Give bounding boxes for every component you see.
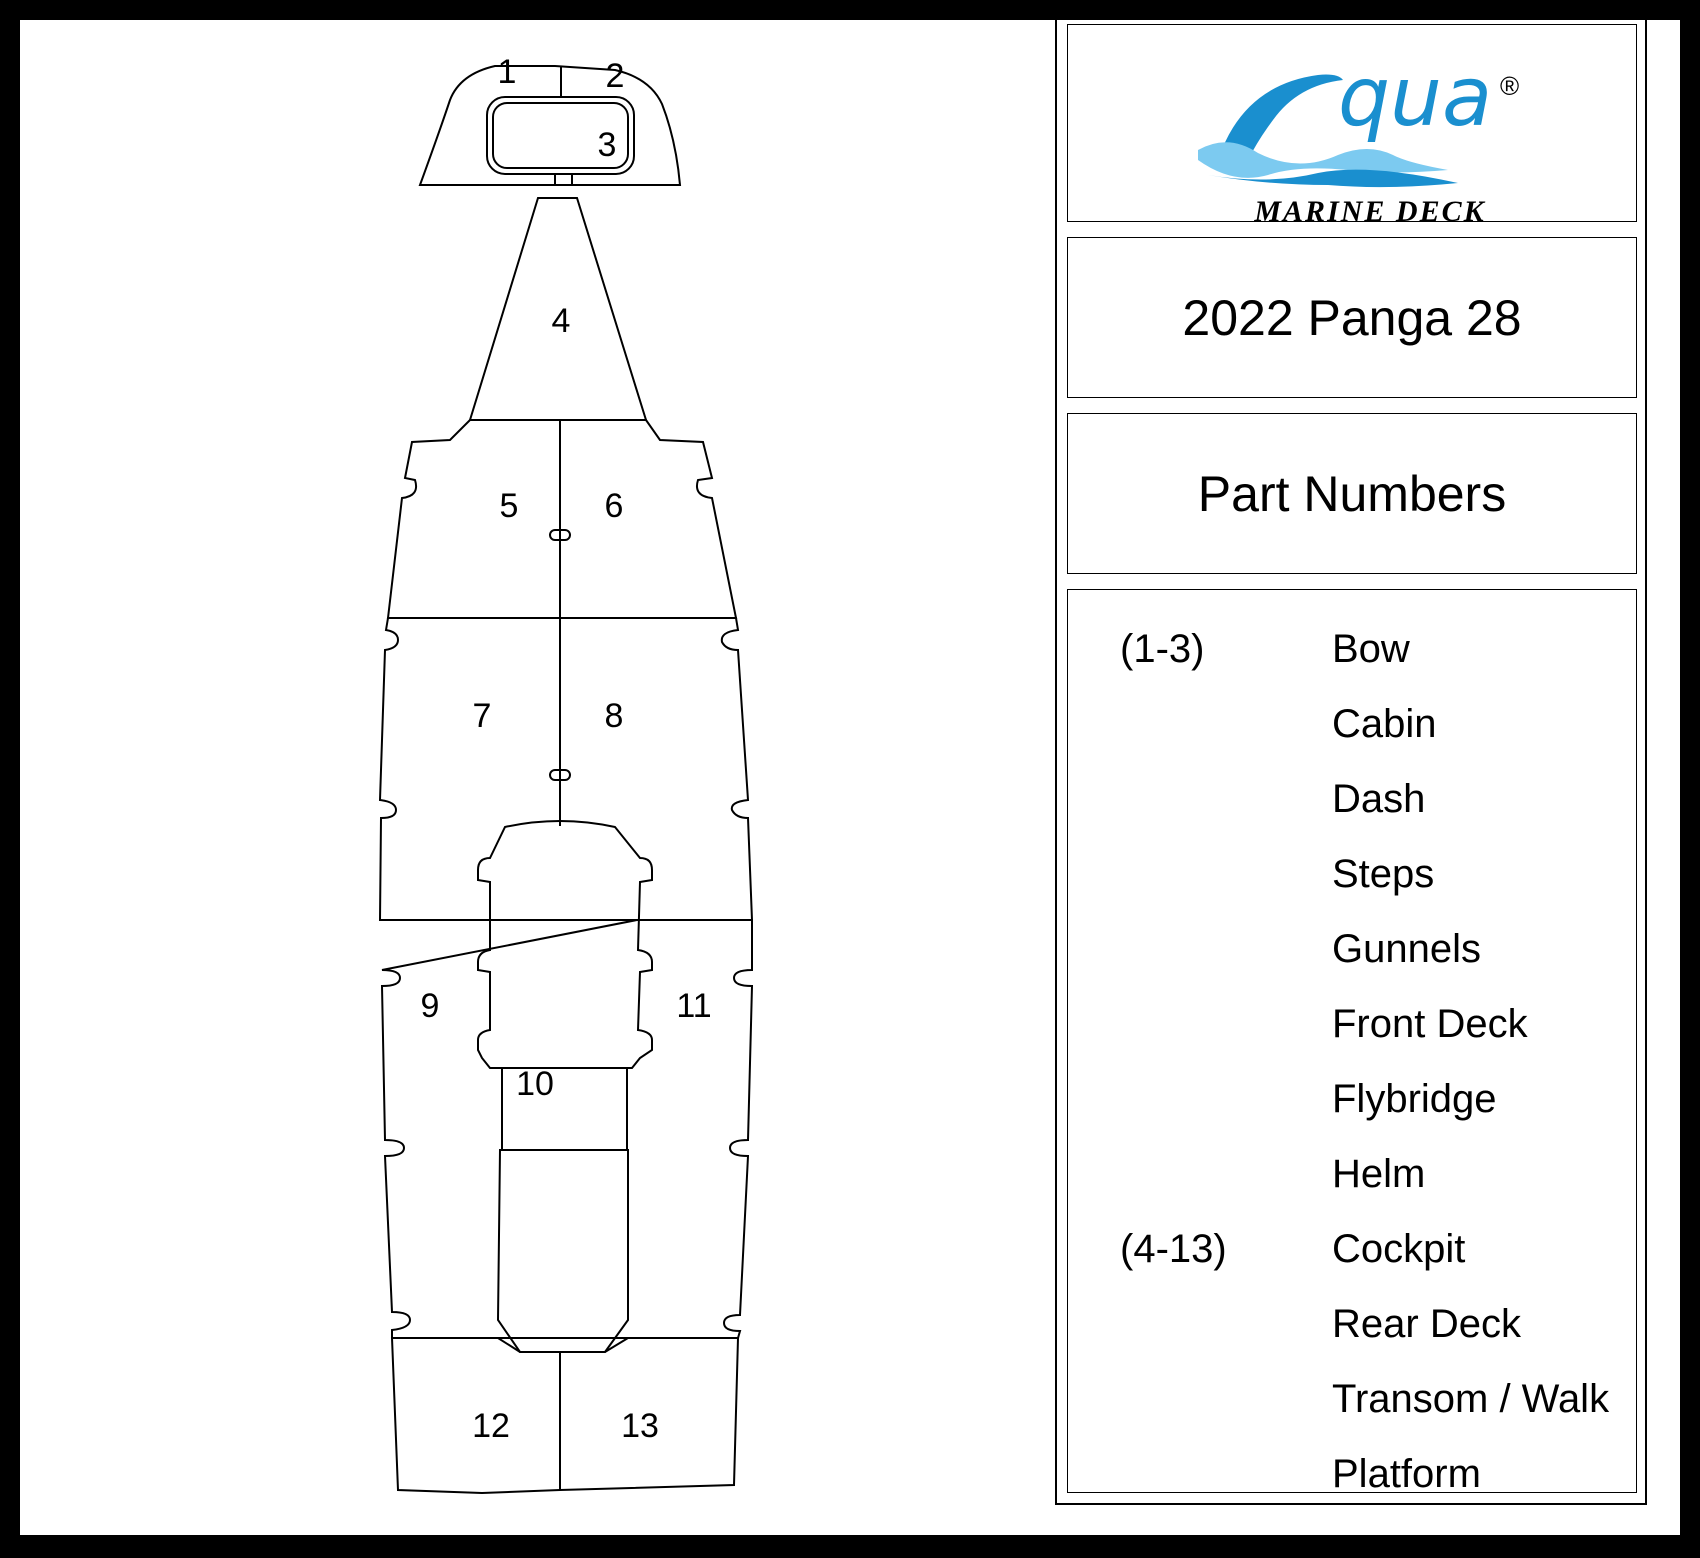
- parts-5-6-outline: [388, 420, 736, 618]
- part-numbers-heading: Part Numbers: [1197, 465, 1507, 522]
- part-name-helm: Helm: [1332, 1152, 1426, 1196]
- part-name-cockpit: Cockpit: [1332, 1227, 1466, 1271]
- part-label-4: 4: [551, 302, 571, 340]
- part-label-7: 7: [472, 697, 492, 735]
- range-bow-group: (1-3): [1120, 627, 1205, 671]
- part-name-transom-walk: Transom / Walk: [1332, 1377, 1610, 1421]
- part-name-dash: Dash: [1332, 777, 1426, 821]
- part-name-steps: Steps: [1332, 852, 1435, 896]
- parts-12-13-outline: [392, 1338, 738, 1493]
- range-cockpit-group: (4-13): [1120, 1227, 1227, 1271]
- model-title: 2022 Panga 28: [1182, 289, 1522, 346]
- part-label-1: 1: [497, 53, 517, 91]
- part-name-gunnels: Gunnels: [1332, 927, 1481, 971]
- part-label-2: 2: [605, 57, 625, 95]
- part-name-platform: Platform: [1332, 1452, 1481, 1496]
- part-label-3: 3: [597, 126, 617, 164]
- part-name-cabin: Cabin: [1332, 702, 1437, 746]
- part-label-6: 6: [604, 487, 624, 525]
- part-name-flybridge: Flybridge: [1332, 1077, 1497, 1121]
- part-label-8: 8: [604, 697, 624, 735]
- part-name-rear-deck: Rear Deck: [1332, 1302, 1521, 1346]
- registered-mark: ®: [1500, 71, 1520, 101]
- parts-7-8-outline: [380, 618, 752, 920]
- part-label-5: 5: [499, 487, 519, 525]
- parts-9-11-outline: [380, 920, 752, 1338]
- part-label-9: 9: [420, 987, 440, 1025]
- logo-box: [1067, 24, 1637, 222]
- console-cutout: [478, 821, 652, 1068]
- part-label-11: 11: [676, 987, 712, 1025]
- aqua-logo: [1068, 25, 1636, 221]
- logo-tagline: MARINE DECK: [1254, 195, 1486, 228]
- logo-wordmark: qua: [1338, 50, 1493, 145]
- bow-piece: [420, 66, 680, 185]
- subtitle-box: [1067, 413, 1637, 574]
- walkway-cutout: [498, 1150, 628, 1352]
- part-label-13: 13: [621, 1407, 659, 1445]
- part-label-10: 10: [516, 1065, 554, 1103]
- title-box: [1067, 237, 1637, 398]
- part-label-12: 12: [472, 1407, 510, 1445]
- part-name-front-deck: Front Deck: [1332, 1002, 1528, 1046]
- part-name-bow: Bow: [1332, 627, 1410, 671]
